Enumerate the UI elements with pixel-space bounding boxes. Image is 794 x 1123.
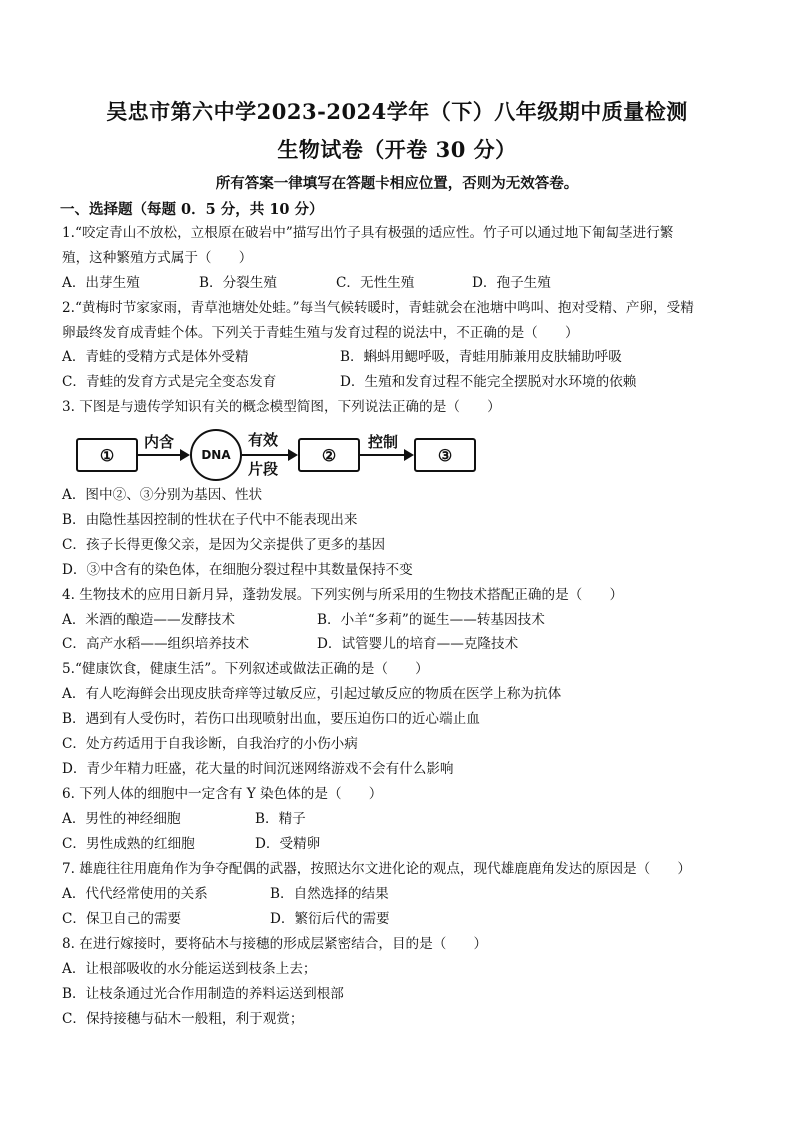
q7-option-b: B．自然选择的结果 [270,886,389,902]
q2-stem-line1: 2.“黄梅时节家家雨，青草池塘处处蛙。”每当气候转暖时，青蛙就会在池塘中鸣叫、抱对受精、产卵，受精 [62,300,694,316]
q5-option-d: D．青少年精力旺盛，花大量的时间沉迷网络游戏不会有什么影响 [62,761,454,777]
q5-option-c: C．处方药适用于自我诊断，自我治疗的小伤小病 [62,736,358,752]
concept-model-diagram [76,426,476,484]
diagram-box-3: ③ [414,438,476,472]
q4-option-a: A．米酒的酿造——发酵技术 [62,612,235,628]
q2-option-b: B．蝌蚪用鳃呼吸，青蛙用肺兼用皮肤辅助呼吸 [340,349,622,365]
q1-option-b: B．分裂生殖 [199,275,277,291]
q8-option-a: A．让根部吸收的水分能运送到枝条上去； [62,961,317,977]
q1-option-a: A．出芽生殖 [62,275,140,291]
q2-option-a: A．青蛙的受精方式是体外受精 [62,349,249,365]
diagram-arrow-2 [242,454,296,456]
q5-stem: 5.“健康饮食，健康生活”。下列叙述或做法正确的是（ ） [62,661,429,677]
q6-option-d: D．受精卵 [255,836,321,852]
q4-option-c: C．高产水稻——组织培养技术 [62,636,250,652]
section-heading: 一、选择题（每题 0．5 分，共 10 分） [60,201,324,218]
q7-option-d: D．繁衍后代的需要 [270,911,390,927]
q7-stem: 7. 雄鹿往往用鹿角作为争夺配偶的武器，按照达尔文进化论的观点，现代雄鹿鹿角发达的原因是（ ） [62,861,692,877]
diagram-box-2: ② [298,438,360,472]
diagram-arrow-3 [360,454,412,456]
exam-title-line1: 吴忠市第六中学2023-2024学年（下）八年级期中质量检测 [106,99,688,124]
q3-stem: 3. 下图是与遗传学知识有关的概念模型简图，下列说法正确的是（ ） [62,399,501,415]
diagram-dna-circle: DNA [190,429,242,481]
diagram-box-1: ① [76,438,138,472]
q2-option-d: D．生殖和发育过程不能完全摆脱对水环境的依赖 [340,374,637,390]
answer-notice: 所有答案一律填写在答题卡相应位置，否则为无效答卷。 [215,175,579,192]
q1-stem-line1: 1.“咬定青山不放松，立根原在破岩中”描写出竹子具有极强的适应性。竹子可以通过地下匍匐茎进行繁 [62,225,674,241]
q1-option-d: D．孢子生殖 [472,275,551,291]
q2-option-c: C．青蛙的发育方式是完全变态发育 [62,374,277,390]
q5-option-b: B．遇到有人受伤时，若伤口出现喷射出血，要压迫伤口的近心端止血 [62,711,480,727]
q3-option-b: B．由隐性基因控制的性状在子代中不能表现出来 [62,512,358,528]
diagram-label-effective: 有效 [248,431,279,449]
diagram-arrow-1 [138,454,188,456]
q7-option-a: A．代代经常使用的关系 [62,886,208,902]
q7-option-c: C．保卫自己的需要 [62,911,182,927]
q5-option-a: A．有人吃海鲜会出现皮肤奇痒等过敏反应，引起过敏反应的物质在医学上称为抗体 [62,686,562,702]
q8-stem: 8. 在进行嫁接时，要将砧木与接穗的形成层紧密结合，目的是（ ） [62,936,488,952]
q1-stem-line2: 殖，这种繁殖方式属于（ ） [62,250,253,266]
diagram-label-contains: 内含 [144,433,175,451]
diagram-label-control: 控制 [368,433,399,451]
q3-option-c: C．孩子长得更像父亲，是因为父亲提供了更多的基因 [62,537,386,553]
exam-title-line2: 生物试卷（开卷 30 分） [277,137,517,162]
q6-option-b: B．精子 [255,811,306,827]
q8-option-c: C．保持接穗与砧木一般粗，利于观赏； [62,1011,304,1027]
diagram-label-segment: 片段 [248,460,279,478]
q3-option-a: A．图中②、③分别为基因、性状 [62,487,263,503]
q4-option-d: D．试管婴儿的培育——克隆技术 [317,636,519,652]
q8-option-b: B．让枝条通过光合作用制造的养料运送到根部 [62,986,344,1002]
q1-option-c: C．无性生殖 [336,275,415,291]
q3-option-d: D．③中含有的染色体，在细胞分裂过程中其数量保持不变 [62,562,413,578]
q4-option-b: B．小羊“多莉”的诞生——转基因技术 [317,612,545,628]
q2-stem-line2: 卵最终发育成青蛙个体。下列关于青蛙生殖与发育过程的说法中，不正确的是（ ） [62,325,579,341]
q6-stem: 6. 下列人体的细胞中一定含有 Y 染色体的是（ ） [62,786,383,802]
q6-option-c: C．男性成熟的红细胞 [62,836,195,852]
q6-option-a: A．男性的神经细胞 [62,811,181,827]
q4-stem: 4. 生物技术的应用日新月异，蓬勃发展。下列实例与所采用的生物技术搭配正确的是（ ） [62,587,624,603]
